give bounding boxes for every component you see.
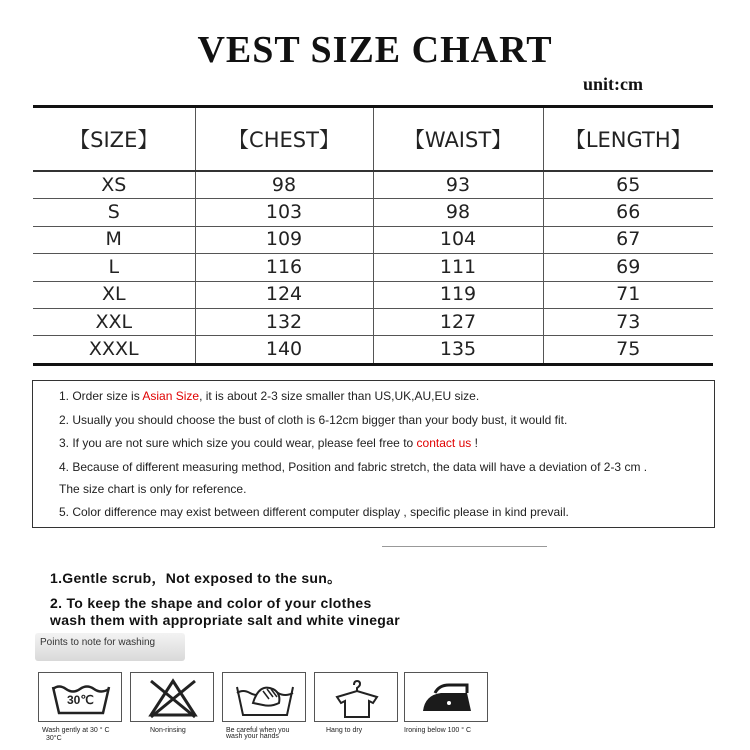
note-4: 4. Because of different measuring method, Position and fabric stretch, the data will have a deviation of 2-3 cm .	[59, 460, 648, 474]
notes-box	[32, 380, 715, 528]
page-title: VEST SIZE CHART	[197, 29, 553, 71]
cell-waist: 104	[373, 226, 543, 253]
cell-waist: 135	[373, 336, 543, 364]
divider	[382, 546, 547, 547]
note-1-text: 1. Order size is	[59, 389, 143, 403]
cell-length: 69	[543, 254, 713, 281]
table-header-row	[33, 107, 713, 172]
cell-size: XXL	[33, 308, 195, 335]
cell-chest: 103	[195, 199, 373, 226]
header-size: 【SIZE】	[33, 107, 195, 172]
note-4-continued: The size chart is only for reference.	[59, 482, 247, 496]
table-row	[33, 308, 713, 335]
cell-size: M	[33, 226, 195, 253]
hand-wash-caption: Be careful when you	[226, 727, 290, 734]
no-bleach-icon	[130, 672, 214, 722]
header-length: 【LENGTH】	[543, 107, 713, 172]
cell-size: XS	[33, 171, 195, 199]
care-line-2: 2. To keep the shape and color of your clothes	[50, 595, 372, 611]
hang-dry-icon	[314, 672, 398, 722]
hand-wash-caption-2: wash your hands	[226, 733, 279, 740]
note-3-text-end: !	[471, 436, 478, 450]
cell-size: XXXL	[33, 336, 195, 364]
wash-30-icon	[38, 672, 122, 722]
washing-notes-tag	[35, 633, 185, 661]
table-row	[33, 254, 713, 281]
hand-wash-icon	[222, 672, 306, 722]
cell-waist: 119	[373, 281, 543, 308]
cell-size: S	[33, 199, 195, 226]
cell-length: 66	[543, 199, 713, 226]
hang-dry-caption: Hang to dry	[326, 727, 363, 734]
cell-waist: 93	[373, 171, 543, 199]
cell-chest: 109	[195, 226, 373, 253]
cell-chest: 116	[195, 254, 373, 281]
table-row	[33, 199, 713, 226]
care-line-3: wash them with appropriate salt and white vinegar	[50, 612, 400, 628]
table-row	[33, 281, 713, 308]
size-table	[33, 105, 713, 366]
note-1	[59, 389, 479, 403]
no-bleach-caption: Non-rinsing	[150, 727, 186, 734]
cell-size: L	[33, 254, 195, 281]
cell-chest: 132	[195, 308, 373, 335]
table-row	[33, 226, 713, 253]
table-row	[33, 171, 713, 199]
cell-length: 65	[543, 171, 713, 199]
cell-size: XL	[33, 281, 195, 308]
header-waist: 【WAIST】	[373, 107, 543, 172]
care-line-1: 1.Gentle scrub，Not exposed to the sun。	[50, 570, 342, 586]
iron-caption: Ironing below 100 ° C	[404, 727, 472, 734]
note-5: 5. Color difference may exist between different computer display , specific please in kind prevail.	[59, 505, 569, 519]
unit-label: unit:cm	[583, 74, 643, 94]
cell-chest: 98	[195, 171, 373, 199]
contact-us-link[interactable]: contact us	[416, 436, 472, 450]
cell-waist: 98	[373, 199, 543, 226]
note-3-text: 3. If you are not sure which size you could wear, please feel free to	[59, 436, 417, 450]
cell-length: 71	[543, 281, 713, 308]
cell-waist: 127	[373, 308, 543, 335]
iron-icon	[404, 672, 488, 722]
wash-30-caption: Wash gently at 30 ° C	[42, 727, 110, 734]
note-3	[59, 436, 478, 450]
header-chest: 【CHEST】	[195, 107, 373, 172]
note-1-text-end: , it is about 2-3 size smaller than US,UK,AU,EU size.	[199, 389, 480, 403]
cell-chest: 124	[195, 281, 373, 308]
cell-length: 67	[543, 226, 713, 253]
washing-notes-tag-label: Points to note for washing	[40, 637, 156, 648]
wash-30-icon-label: 30℃	[67, 693, 94, 707]
table-row	[33, 336, 713, 364]
cell-length: 73	[543, 308, 713, 335]
cell-chest: 140	[195, 336, 373, 364]
note-2: 2. Usually you should choose the bust of cloth is 6-12cm bigger than your body bust, it would fit.	[59, 413, 568, 427]
cell-waist: 111	[373, 254, 543, 281]
wash-30-caption-2: 30°C	[46, 735, 62, 742]
asian-size-highlight: Asian Size	[142, 389, 200, 403]
cell-length: 75	[543, 336, 713, 364]
